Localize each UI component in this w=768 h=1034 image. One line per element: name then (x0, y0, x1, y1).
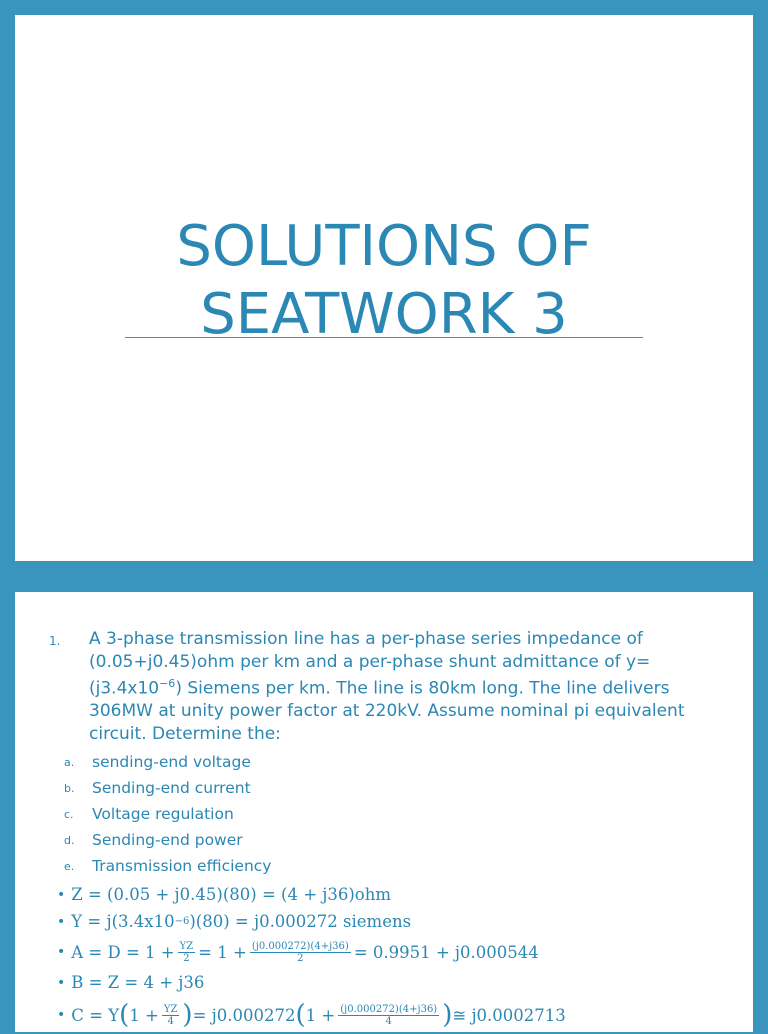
equation-z: • Z = (0.05 + j0.45)(80) = (4 + j36)ohm (57, 885, 392, 905)
list-item: d. Sending-end power (64, 831, 243, 850)
equation-a-d: • A = D = 1 + $\frac{YZ}{2}$ = 1 + $\frac{(j0.000272)(4+j36)}{2}$ = 0.9951 + j0.000544 (57, 940, 539, 964)
equation-y: • Y = j(3.4x10 −6 )(80) = j0.000272 siemens (57, 912, 412, 932)
equation-c: • C = Y ( 1 + $\frac{YZ}{4}$ ) = j0.000272 ( 1 + $\frac{(j0.000272)(4+j36)}{4}$ ) ≅ j0.0002713 (57, 1000, 566, 1031)
title-line-2: SEATWORK 3 (200, 282, 568, 347)
title-slide (15, 15, 753, 561)
problem-number: 1. (49, 634, 61, 648)
solution-equations (49, 881, 739, 1034)
list-item: a. sending-end voltage (64, 753, 251, 772)
equation-b: • B = Z = 4 + j36 (57, 973, 205, 993)
content-slide (15, 592, 753, 1032)
list-item: e. Transmission efficiency (64, 857, 272, 876)
list-item: c. Voltage regulation (64, 805, 234, 824)
problem-text: A 3-phase transmission line has a per-phase series impedance of (0.05+j0.45)ohm per km and a per-phase shunt admittance of $y=(j3.4x10^{-6})$ Siemens per km. The line is 80km long. The line delivers 306MW at unity power factor at 220kV. Assume nominal pi equivalent circuit. Determine the: (89, 629, 685, 744)
problem-statement (49, 628, 739, 745)
sub-question-list (49, 749, 739, 879)
problem-block (49, 628, 739, 1034)
title-underline (125, 337, 643, 338)
list-item: b. Sending-end current (64, 779, 251, 798)
slide-title (15, 213, 753, 349)
title-line-1: SOLUTIONS OF (176, 214, 592, 279)
